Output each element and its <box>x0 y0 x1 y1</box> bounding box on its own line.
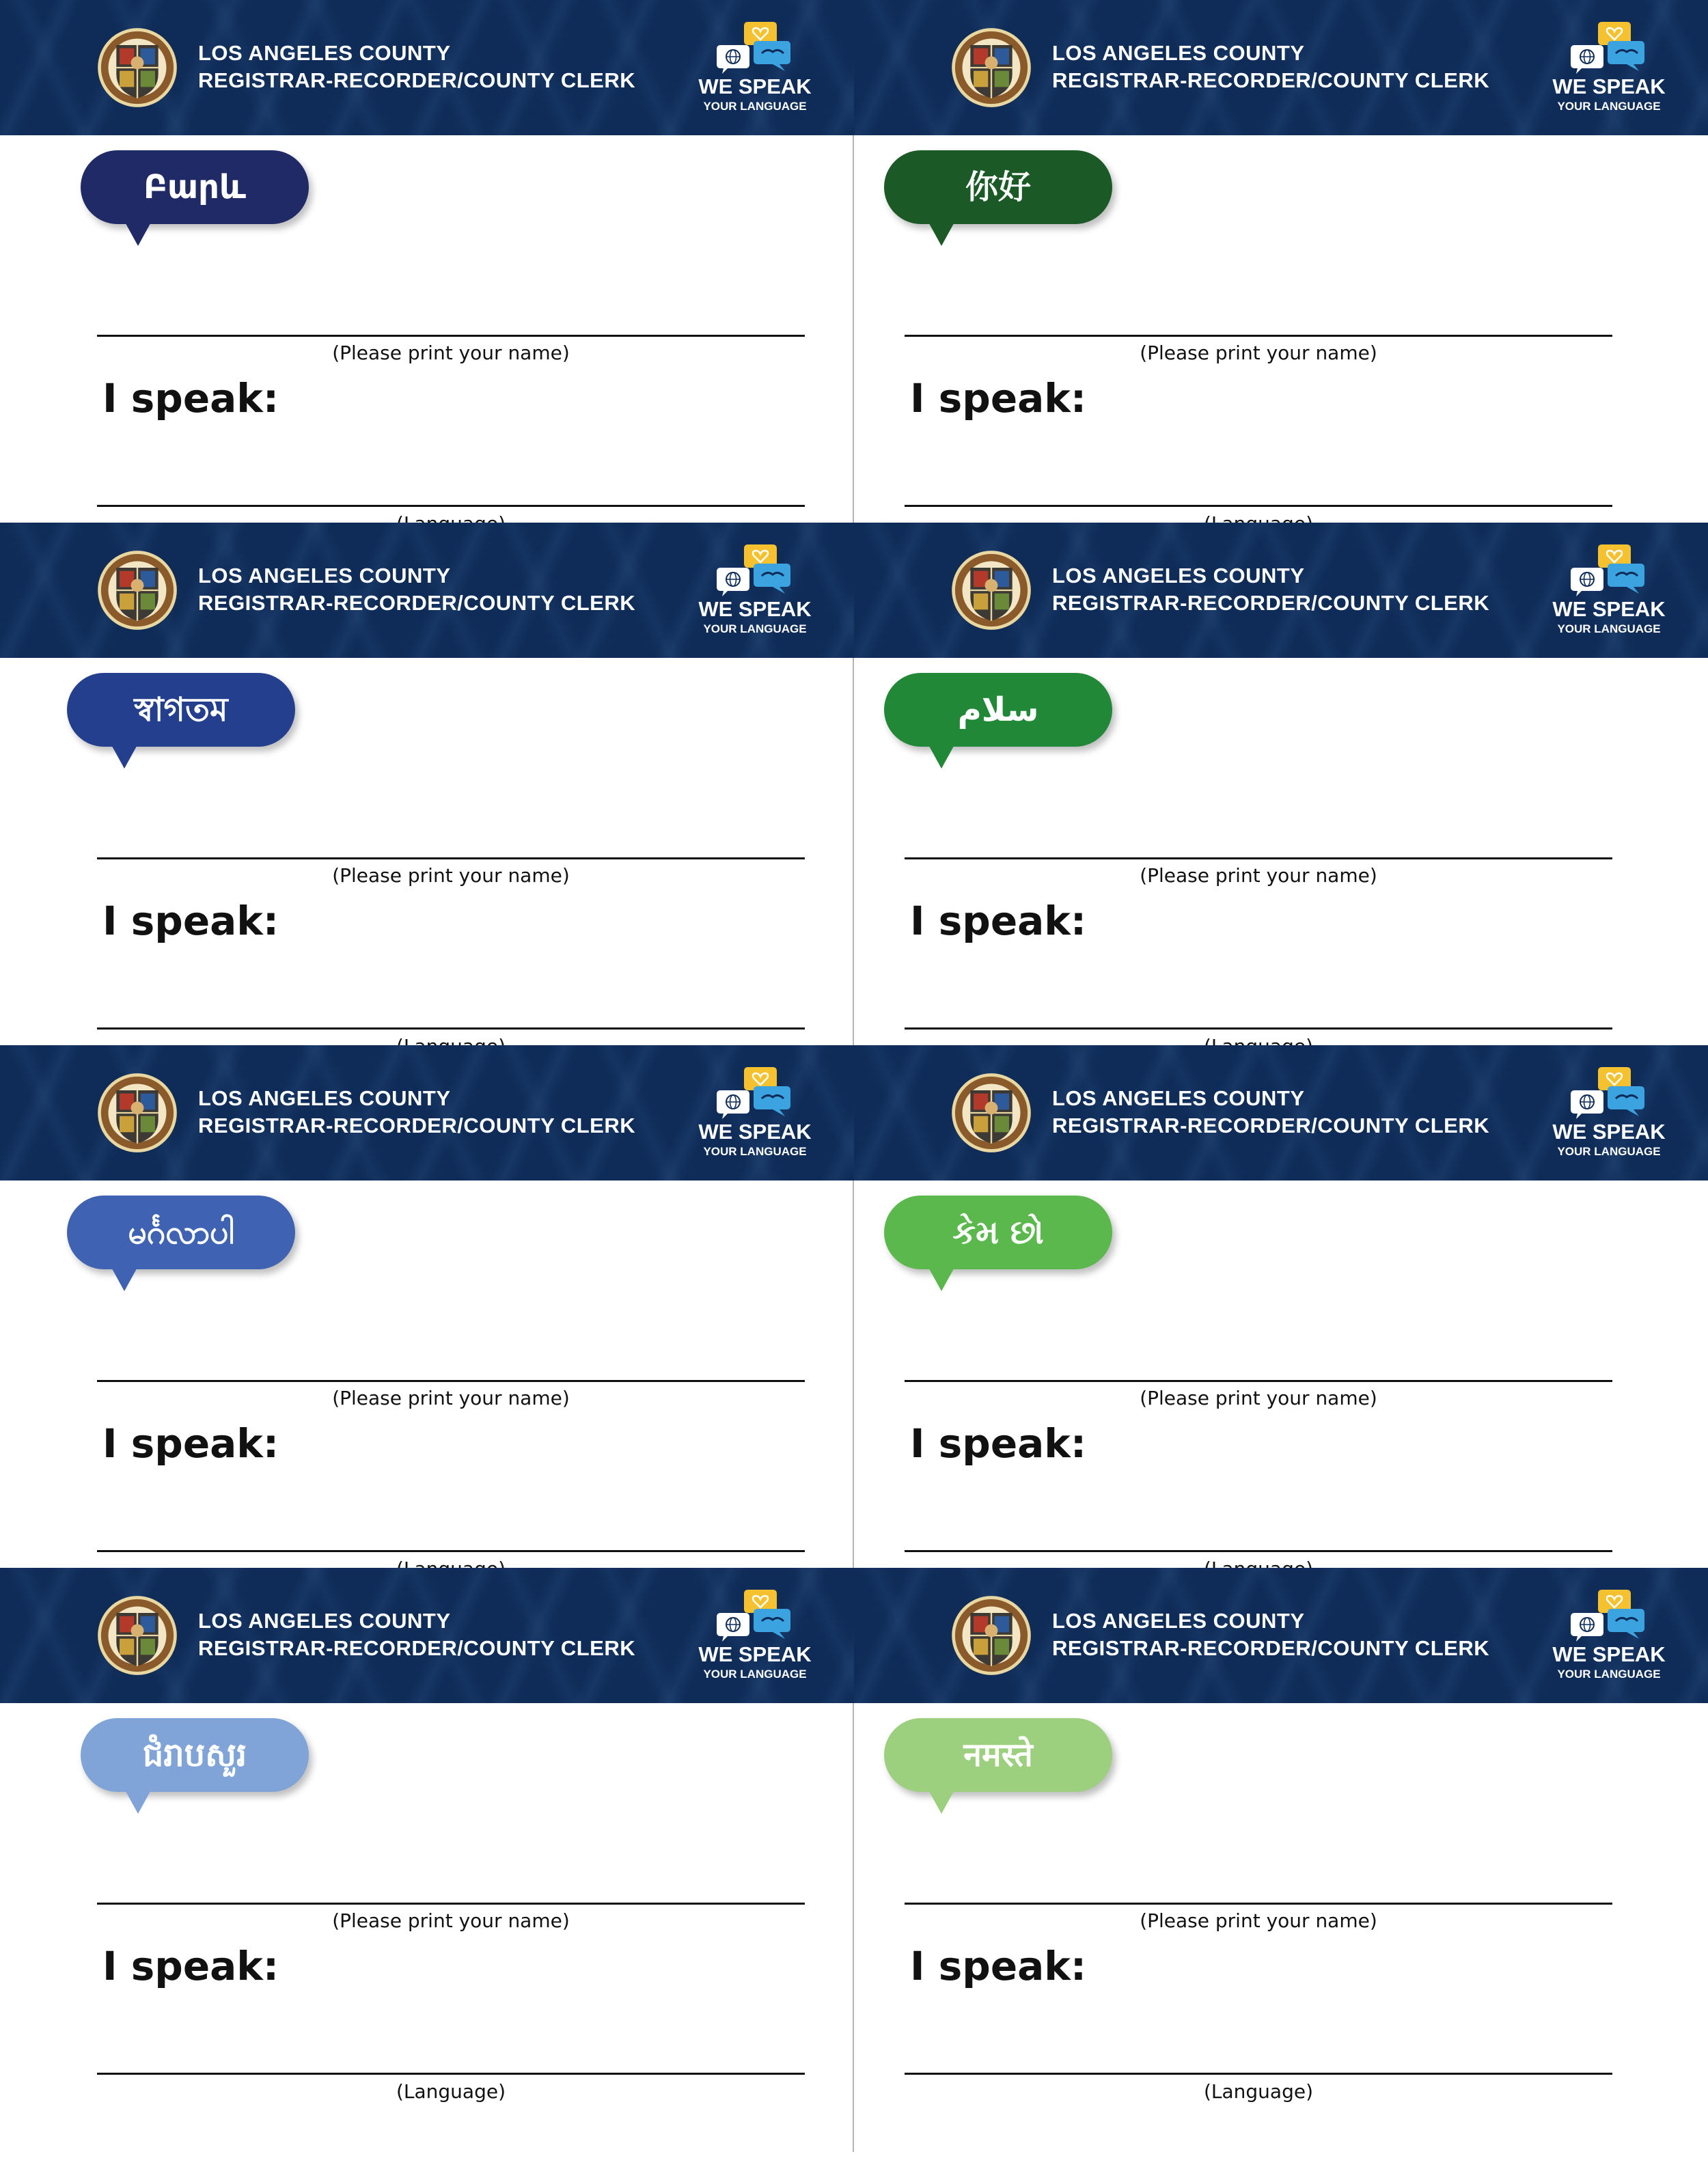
organization-name <box>1052 1085 1489 1140</box>
greeting-bubble <box>81 150 309 224</box>
organization-name <box>1052 1607 1489 1662</box>
name-line <box>97 335 805 337</box>
la-county-seal-icon <box>951 1595 1032 1676</box>
badge-subtitle: YOUR LANGUAGE <box>1557 1668 1661 1681</box>
la-county-seal-icon <box>951 550 1032 631</box>
organization-name <box>198 1607 635 1662</box>
header-banner <box>854 1045 1708 1180</box>
name-tag-card <box>0 523 854 1045</box>
badge-subtitle: YOUR LANGUAGE <box>703 622 807 635</box>
name-caption: (Please print your name) <box>332 342 570 364</box>
greeting-bubble <box>884 150 1112 224</box>
badge-title: WE SPEAK <box>698 74 812 98</box>
speak-label: I speak: <box>102 375 279 422</box>
greeting-bubble <box>884 1196 1112 1269</box>
language-line <box>97 1027 805 1030</box>
we-speak-badge <box>1551 543 1667 646</box>
greeting-text: 你好 <box>965 168 1031 206</box>
badge-title: WE SPEAK <box>1552 1642 1666 1666</box>
org-line2: REGISTRAR-RECORDER/COUNTY CLERK <box>1052 591 1490 615</box>
la-county-seal-icon <box>97 1595 178 1676</box>
la-county-seal-icon <box>97 1073 178 1153</box>
org-line1: LOS ANGELES COUNTY <box>198 564 451 588</box>
org-line1: LOS ANGELES COUNTY <box>1052 41 1305 65</box>
speak-label: I speak: <box>102 898 279 944</box>
org-line2: REGISTRAR-RECORDER/COUNTY CLERK <box>1052 68 1490 92</box>
org-line2: REGISTRAR-RECORDER/COUNTY CLERK <box>1052 1114 1490 1137</box>
language-line <box>97 2073 805 2075</box>
speak-label: I speak: <box>910 898 1087 944</box>
header-banner <box>854 523 1708 658</box>
we-speak-badge <box>1551 1588 1667 1691</box>
organization-name <box>1052 40 1489 94</box>
name-caption: (Please print your name) <box>1140 342 1377 364</box>
name-tag-card <box>0 1568 854 2103</box>
name-caption: (Please print your name) <box>1140 864 1377 887</box>
name-tag-card <box>854 1045 1708 1568</box>
name-caption: (Please print your name) <box>1140 1909 1377 1932</box>
we-speak-icons <box>714 20 796 75</box>
we-speak-badge <box>1551 1066 1667 1168</box>
la-county-seal-icon <box>951 1073 1032 1153</box>
name-line <box>905 1903 1612 1905</box>
name-tag-card <box>0 0 854 523</box>
badge-subtitle: YOUR LANGUAGE <box>1557 622 1661 635</box>
greeting-text: မင်္ဂလာပါ <box>128 1213 234 1252</box>
language-line <box>905 1027 1612 1030</box>
la-county-seal-icon <box>951 27 1032 108</box>
name-tag-card <box>0 1045 854 1568</box>
we-speak-icons <box>1568 543 1650 598</box>
header-banner <box>854 1568 1708 1703</box>
name-tag-card <box>854 0 1708 523</box>
name-caption: (Please print your name) <box>1140 1387 1377 1409</box>
header-banner <box>0 1045 854 1180</box>
org-line1: LOS ANGELES COUNTY <box>1052 564 1305 588</box>
greeting-text: ជំរាបសួរ <box>142 1736 247 1774</box>
name-caption: (Please print your name) <box>332 864 570 887</box>
language-caption: (Language) <box>396 2080 506 2103</box>
speak-label: I speak: <box>102 1943 279 1989</box>
name-line <box>905 857 1612 859</box>
greeting-bubble <box>884 673 1112 747</box>
name-caption: (Please print your name) <box>332 1909 570 1932</box>
greeting-text: سلام <box>957 691 1039 729</box>
header-banner <box>0 0 854 135</box>
org-line1: LOS ANGELES COUNTY <box>198 41 451 65</box>
we-speak-badge <box>697 1066 813 1168</box>
name-caption: (Please print your name) <box>332 1387 570 1409</box>
we-speak-icons <box>1568 1066 1650 1120</box>
badge-subtitle: YOUR LANGUAGE <box>703 1668 807 1681</box>
greeting-text: Բարև <box>143 168 246 206</box>
org-line2: REGISTRAR-RECORDER/COUNTY CLERK <box>1052 1636 1490 1660</box>
we-speak-icons <box>714 1066 796 1120</box>
name-line <box>97 1903 805 1905</box>
name-tag-card <box>854 1568 1708 2103</box>
header-banner <box>854 0 1708 135</box>
speak-label: I speak: <box>910 375 1087 422</box>
language-line <box>905 2073 1612 2075</box>
name-line <box>97 1380 805 1382</box>
greeting-bubble <box>884 1718 1112 1792</box>
badge-title: WE SPEAK <box>698 597 812 621</box>
language-line <box>905 1550 1612 1552</box>
organization-name <box>198 40 635 94</box>
header-banner <box>0 523 854 658</box>
we-speak-icons <box>714 543 796 598</box>
header-banner <box>0 1568 854 1703</box>
la-county-seal-icon <box>97 550 178 631</box>
greeting-text: કેમ છો <box>952 1213 1044 1252</box>
language-line <box>97 505 805 507</box>
badge-subtitle: YOUR LANGUAGE <box>1557 100 1661 113</box>
language-caption: (Language) <box>1203 2080 1314 2103</box>
greeting-bubble <box>81 1718 309 1792</box>
we-speak-icons <box>714 1588 796 1643</box>
greeting-bubble <box>67 1196 295 1269</box>
badge-title: WE SPEAK <box>698 1642 812 1666</box>
name-line <box>97 857 805 859</box>
greeting-bubble <box>67 673 295 747</box>
we-speak-icons <box>1568 20 1650 75</box>
organization-name <box>198 562 635 617</box>
language-line <box>97 1550 805 1552</box>
badge-title: WE SPEAK <box>1552 597 1666 621</box>
badge-title: WE SPEAK <box>1552 1120 1666 1144</box>
greeting-text: স্বাগতম <box>134 691 228 729</box>
speak-label: I speak: <box>910 1420 1087 1467</box>
we-speak-badge <box>1551 20 1667 123</box>
org-line1: LOS ANGELES COUNTY <box>198 1609 451 1633</box>
organization-name <box>1052 562 1489 617</box>
badge-title: WE SPEAK <box>1552 74 1666 98</box>
we-speak-badge <box>697 543 813 646</box>
name-line <box>905 335 1612 337</box>
speak-label: I speak: <box>102 1420 279 1467</box>
we-speak-icons <box>1568 1588 1650 1643</box>
badge-subtitle: YOUR LANGUAGE <box>703 1145 807 1158</box>
badge-subtitle: YOUR LANGUAGE <box>1557 1145 1661 1158</box>
we-speak-badge <box>697 1588 813 1691</box>
badge-subtitle: YOUR LANGUAGE <box>703 100 807 113</box>
language-line <box>905 505 1612 507</box>
we-speak-badge <box>697 20 813 123</box>
org-line2: REGISTRAR-RECORDER/COUNTY CLERK <box>198 1114 636 1137</box>
greeting-text: नमस्ते <box>963 1736 1033 1774</box>
org-line2: REGISTRAR-RECORDER/COUNTY CLERK <box>198 68 636 92</box>
organization-name <box>198 1085 635 1140</box>
org-line2: REGISTRAR-RECORDER/COUNTY CLERK <box>198 591 636 615</box>
org-line1: LOS ANGELES COUNTY <box>1052 1086 1305 1110</box>
org-line1: LOS ANGELES COUNTY <box>1052 1609 1305 1633</box>
org-line1: LOS ANGELES COUNTY <box>198 1086 451 1110</box>
badge-title: WE SPEAK <box>698 1120 812 1144</box>
org-line2: REGISTRAR-RECORDER/COUNTY CLERK <box>198 1636 636 1660</box>
speak-label: I speak: <box>910 1943 1087 1989</box>
la-county-seal-icon <box>97 27 178 108</box>
name-tag-card <box>854 523 1708 1045</box>
name-line <box>905 1380 1612 1382</box>
